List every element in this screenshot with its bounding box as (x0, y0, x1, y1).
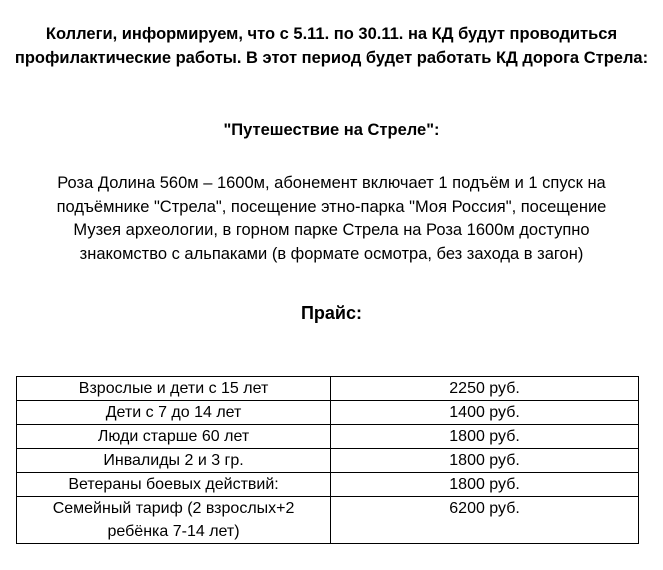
table-row (17, 497, 639, 544)
category-cell: Инвалиды 2 и 3 гр. (17, 449, 331, 473)
price-cell: 1400 руб. (331, 401, 639, 425)
category-cell: Ветераны боевых действий: (17, 473, 331, 497)
table-row (17, 449, 639, 473)
program-title: "Путешествие на Стреле": (223, 121, 440, 139)
intro-line: профилактические работы. В этот период будет работать КД дорога Стрела: (14, 49, 649, 67)
intro-line: Коллеги, информируем, что с 5.11. по 30.11. на КД будут проводиться (45, 25, 618, 43)
category-cell (17, 497, 331, 544)
price-table (16, 376, 639, 544)
table-row (17, 377, 639, 401)
price-cell: 1800 руб. (331, 449, 639, 473)
program-description (0, 172, 663, 266)
table-row (17, 401, 639, 425)
table-row (17, 425, 639, 449)
price-cell: 6200 руб. (331, 497, 639, 544)
price-cell: 1800 руб. (331, 425, 639, 449)
intro-paragraph (0, 22, 663, 70)
category-cell: Взрослые и дети с 15 лет (17, 377, 331, 401)
description-line: Роза Долина 560м – 1600м, абонемент включает 1 подъём и 1 спуск на (57, 174, 606, 192)
category-line: Семейный тариф (2 взрослых+2 (52, 500, 295, 517)
table-row (17, 473, 639, 497)
price-cell: 1800 руб. (331, 473, 639, 497)
description-line: подъёмнике "Стрела", посещение этно-парка "Моя Россия", посещение (56, 197, 607, 216)
description-line: знакомство с альпаками (в формате осмотра, без захода в загон) (79, 244, 584, 263)
category-cell: Дети с 7 до 14 лет (17, 401, 331, 425)
category-line: ребёнка 7-14 лет) (107, 523, 240, 540)
price-cell: 2250 руб. (331, 377, 639, 401)
description-line: Музея археологии, в горном парке Стрела на Роза 1600м доступно (73, 221, 590, 239)
price-title: Прайс: (300, 303, 362, 323)
category-cell: Люди старше 60 лет (17, 425, 331, 449)
